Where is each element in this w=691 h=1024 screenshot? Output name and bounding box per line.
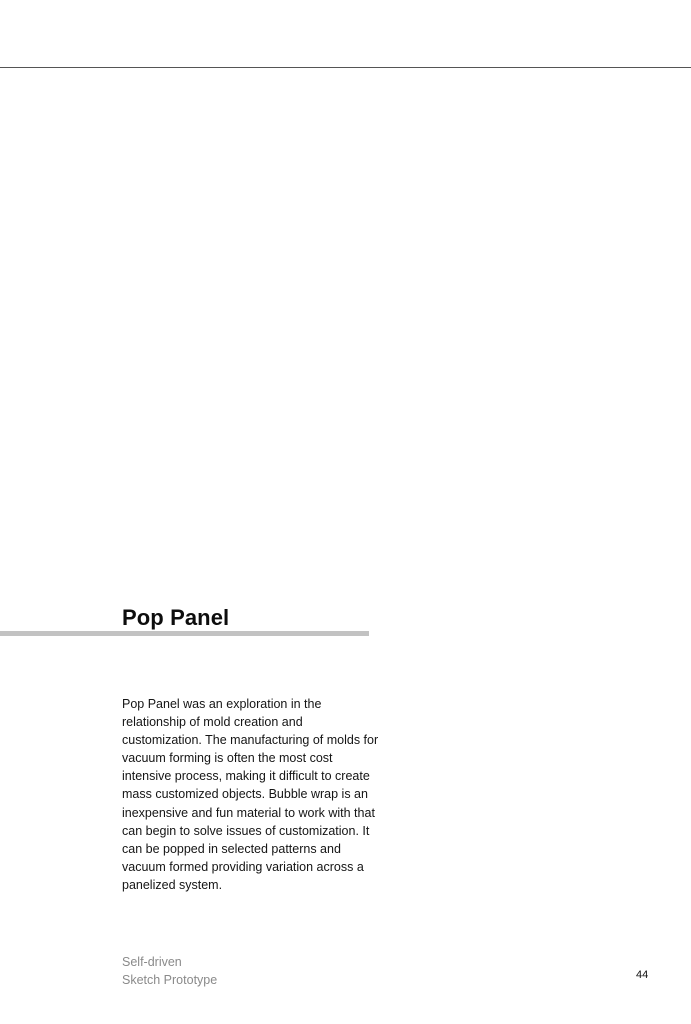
page-number: 44: [636, 969, 649, 981]
page-title: Pop Panel: [122, 605, 230, 630]
project-description: Pop Panel was an exploration in the relationship of mold creation and customization. The manufacturing of molds for vacuum forming is often the most cost intensive process, making it difficult to create mass customized objects. Bubble wrap is an inexpensive and fun material to work with that can begin to solve issues of customization. It can be popped in selected patterns and vacuum formed providing variation across a panelized system.: [122, 697, 379, 892]
footer-meta: [122, 953, 217, 989]
footer-type: Sketch Prototype: [122, 973, 218, 987]
footer-category: Self-driven: [122, 955, 182, 969]
title-underline-bar: [0, 631, 369, 636]
top-rule: [0, 67, 691, 68]
